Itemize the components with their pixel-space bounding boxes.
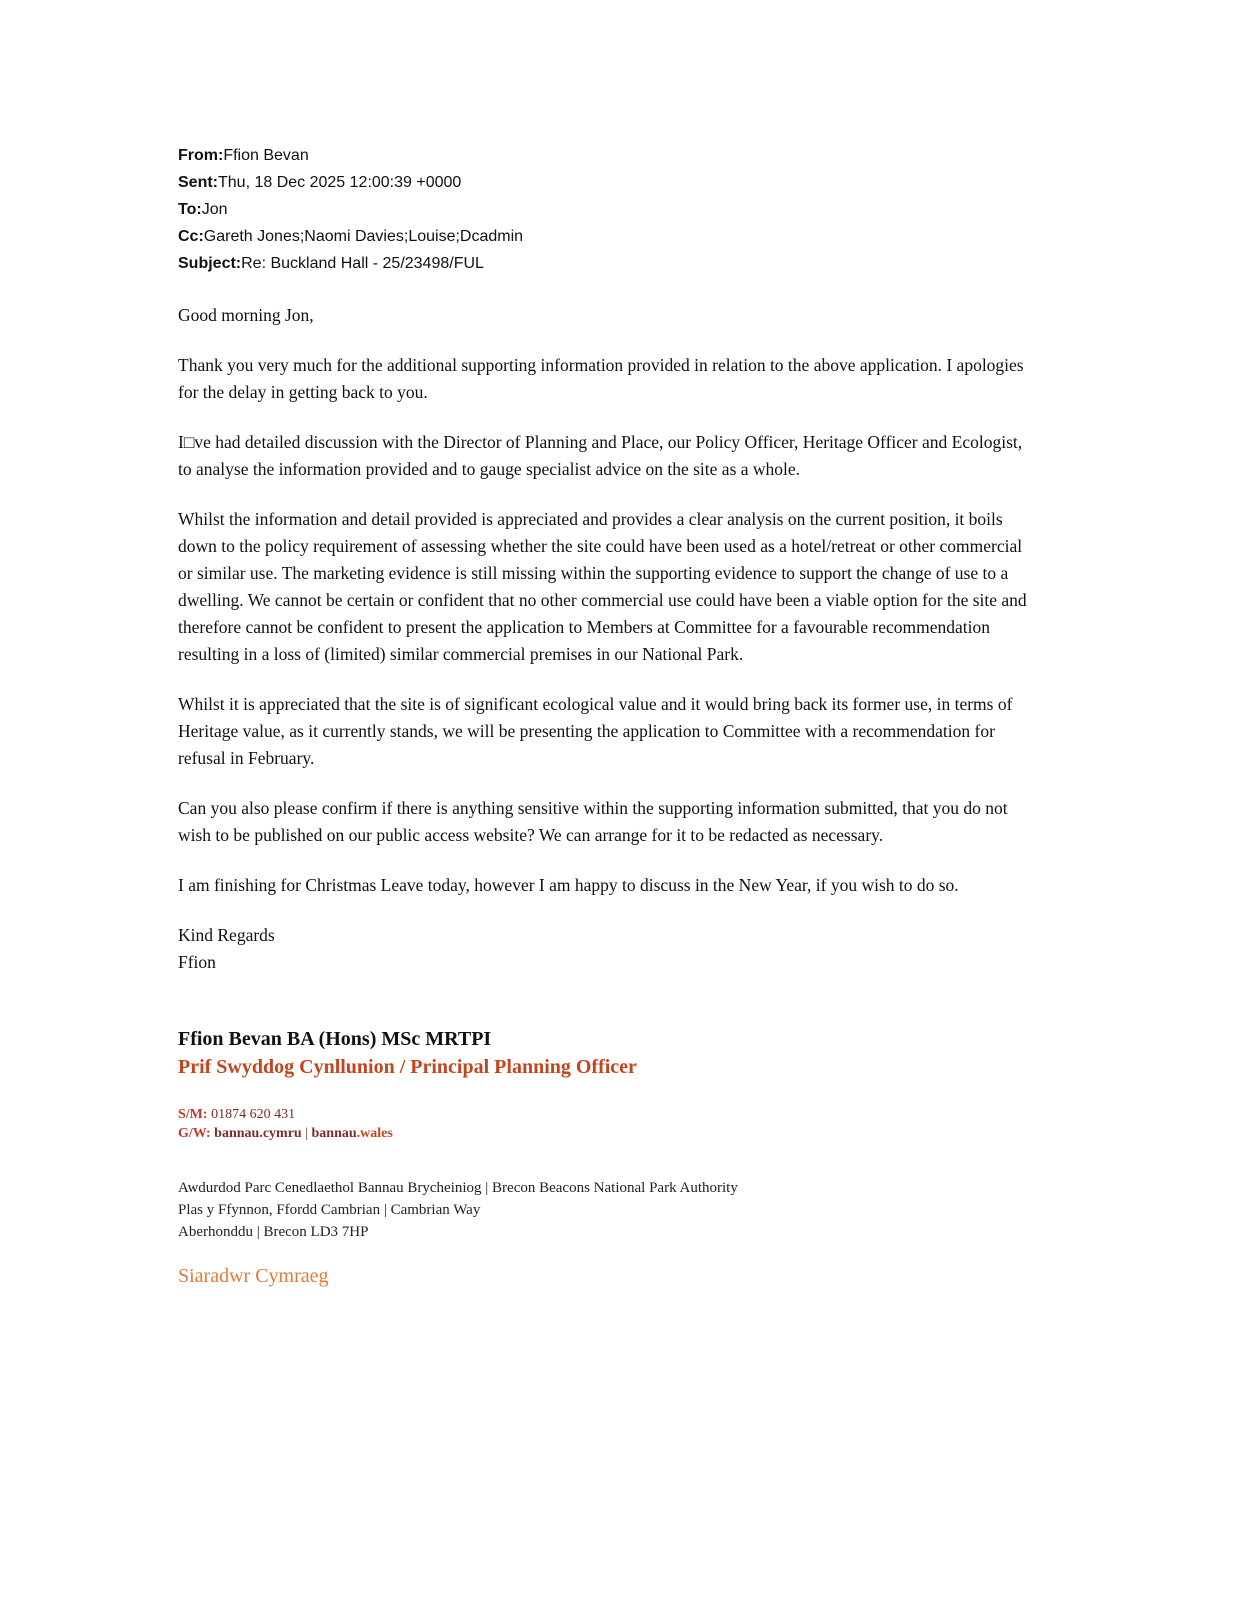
- header-subject: [178, 250, 1038, 277]
- body-paragraph: I am finishing for Christmas Leave today, however I am happy to discuss in the New Year, if you wish to do so.: [178, 875, 959, 895]
- header-to: [178, 196, 1038, 223]
- signature-web-row: [178, 1124, 1038, 1143]
- web-label: G/W:: [178, 1126, 211, 1141]
- signature-name: Ffion Bevan BA (Hons) MSc MRTPI: [178, 1028, 492, 1050]
- header-sent: [178, 169, 1038, 196]
- web-separator: |: [305, 1126, 309, 1141]
- header-from: [178, 142, 1038, 169]
- body-paragraph: Whilst the information and detail provided is appreciated and provides a clear analysis on the current position, it boils down to the policy requirement of assessing whether the site could have been used as a hotel/retreat or other commercial or similar use. The marketing evidence is still missing within the supporting evidence to support the change of use to a dwelling. We cannot be certain or confident that no other commercial use could have been a viable option for the site and therefore cannot be confident to present the application to Members at Committee for a favourable recommendation resulting in a loss of (limited) similar commercial premises in our National Park.: [178, 509, 1027, 664]
- phone-number: 01874 620 431: [211, 1107, 296, 1122]
- header-cc-label: Cc:: [178, 228, 204, 245]
- signature-phone-row: [178, 1105, 1038, 1124]
- body-paragraph: Can you also please confirm if there is anything sensitive within the supporting information submitted, that you do not wish to be published on our public access website? We can arrange for it to be redacted as necessary.: [178, 798, 1008, 845]
- closing-sender-name: Ffion: [178, 952, 216, 972]
- signature-address-block: [178, 1177, 1038, 1243]
- header-subject-label: Subject:: [178, 255, 242, 272]
- address-line-authority: Awdurdod Parc Cenedlaethol Bannau Brycheiniog | Brecon Beacons National Park Authority: [178, 1180, 738, 1196]
- body-paragraph: I□ve had detailed discussion with the Director of Planning and Place, our Policy Officer, Heritage Officer and Ecologist, to analyse the information provided and to gauge specialist advice on the site as a whole.: [178, 432, 1023, 479]
- phone-label: S/M:: [178, 1107, 208, 1122]
- email-headers: [178, 142, 1038, 277]
- header-cc-value: Gareth Jones;Naomi Davies;Louise;Dcadmin: [203, 228, 524, 245]
- signature-job-title: Prif Swyddog Cynllunion / Principal Planning Officer: [178, 1056, 637, 1078]
- header-sent-value: Thu, 18 Dec 2025 12:00:39 +0000: [218, 174, 462, 191]
- address-line-street: Plas y Ffynnon, Ffordd Cambrian | Cambrian Way: [178, 1202, 481, 1218]
- closing-regards: Kind Regards: [178, 925, 275, 945]
- header-subject-value: Re: Buckland Hall - 25/23498/FUL: [241, 255, 484, 272]
- header-from-value: Ffion Bevan: [223, 147, 309, 164]
- body-paragraph-greeting: Good morning Jon,: [178, 305, 314, 325]
- header-to-label: To:: [178, 201, 202, 218]
- email-closing: [178, 922, 1038, 976]
- header-cc: [178, 223, 1038, 250]
- body-paragraph: Whilst it is appreciated that the site is of significant ecological value and it would bring back its former use, in terms of Heritage value, as it currently stands, we will be presenting the application to Committee with a recommendation for refusal in February.: [178, 694, 1013, 768]
- header-from-label: From:: [178, 147, 224, 164]
- website-link-bannau-part: bannau: [311, 1126, 357, 1141]
- body-paragraph: Thank you very much for the additional supporting information provided in relation to the above application. I apologies for the delay in getting back to you.: [178, 355, 1024, 402]
- header-to-value: Jon: [201, 201, 228, 218]
- header-sent-label: Sent:: [178, 174, 218, 191]
- website-link-bannau-cymru[interactable]: bannau.cymru: [214, 1126, 302, 1141]
- website-link-wales-part: .wales: [356, 1126, 393, 1141]
- signature-contact-block: [178, 1105, 1038, 1143]
- welsh-speaker-note: Siaradwr Cymraeg: [178, 1265, 329, 1287]
- email-body: [178, 302, 1038, 899]
- website-link-bannau-wales[interactable]: [312, 1126, 393, 1141]
- address-line-town-postcode: Aberhonddu | Brecon LD3 7HP: [178, 1224, 369, 1240]
- email-signature: [178, 1025, 1038, 1289]
